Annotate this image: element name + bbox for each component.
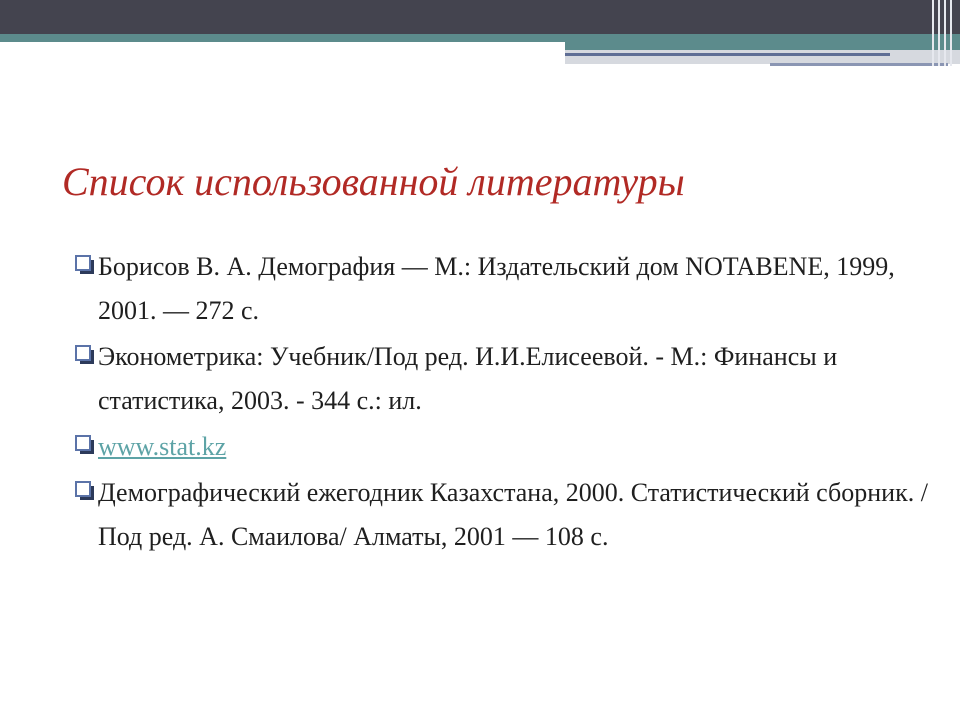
hollow-square-checkbox-icon — [74, 480, 96, 502]
list-item — [74, 471, 934, 559]
hollow-square-checkbox-icon — [74, 254, 96, 276]
bibliography-list — [74, 245, 934, 559]
list-item — [74, 245, 934, 333]
header-vertical-rules — [932, 0, 954, 66]
slide-title: Список использованной литературы — [62, 159, 685, 204]
stat-kz-link[interactable]: www.stat.kz — [98, 432, 227, 461]
header-accent-rule-secondary — [770, 63, 948, 66]
header-accent-rule — [565, 53, 890, 56]
list-item-text: Демографический ежегодник Казахстана, 2000. Статистический сборник. / Под ред. А. Смаилова/ Алматы, 2001 — 108 с. — [98, 478, 928, 551]
list-item — [74, 335, 934, 423]
list-item-text: Борисов В. А. Демография — М.: Издательский дом NOTABENE, 1999, 2001. — 272 с. — [98, 252, 895, 325]
header-accent-step — [565, 42, 960, 50]
hollow-square-checkbox-icon — [74, 434, 96, 456]
list-item — [74, 425, 934, 469]
header-accent-line — [0, 34, 960, 42]
list-item-text: Эконометрика: Учебник/Под ред. И.И.Елисеевой. - М.: Финансы и статистика, 2003. - 344 с.: ил. — [98, 342, 838, 415]
header-band — [0, 0, 960, 34]
hollow-square-checkbox-icon — [74, 344, 96, 366]
